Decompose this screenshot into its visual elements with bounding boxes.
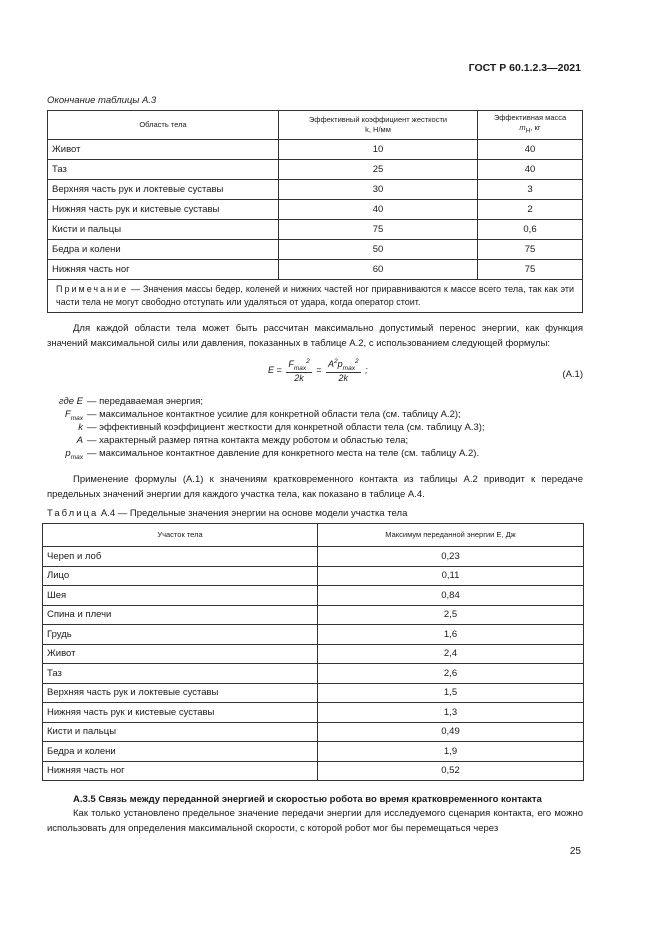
- formula-end: ;: [365, 364, 368, 375]
- table-row: [43, 664, 584, 684]
- cell-area: Кисти и пальцы: [43, 722, 318, 742]
- table-row: [48, 260, 583, 280]
- col-header-area: Область тела: [48, 111, 279, 140]
- where-desc: — максимальное контактное усилие для конкретной области тела (см. таблицу А.2);: [87, 409, 461, 420]
- section-heading: А.3.5 Связь между переданной энергией и скоростью робота во время кратковременного контакта: [73, 794, 542, 805]
- cell-e: 1,9: [318, 742, 584, 762]
- cell-e: 0,84: [318, 586, 584, 606]
- cell-area: Верхняя часть рук и локтевые суставы: [43, 683, 318, 703]
- formula-p-sup: 2: [354, 358, 359, 365]
- table-row: [48, 200, 583, 220]
- formula-eq: =: [276, 364, 282, 375]
- cell-area: Спина и плечи: [43, 605, 318, 625]
- document-id: ГОСТ Р 60.1.2.3—2021: [468, 62, 581, 74]
- formula-number: (А.1): [562, 369, 583, 380]
- cell-m: 40: [478, 160, 583, 180]
- cell-area: Таз: [48, 160, 279, 180]
- table-row: [48, 240, 583, 260]
- formula-f-sup: 2: [306, 358, 310, 365]
- table-row: [43, 683, 584, 703]
- where-item: [47, 421, 583, 434]
- cell-e: 0,23: [318, 547, 584, 567]
- paragraph-1: Для каждой области тела может быть рассчитан максимально допустимый перенос энергии, как функция значений максимальной силы или давления, показанных в таблице А.2, с использованием следующей формулы:: [47, 323, 583, 349]
- cell-m: 40: [478, 140, 583, 160]
- cell-e: 0,11: [318, 566, 584, 586]
- cell-e: 1,3: [318, 703, 584, 723]
- table-row: [43, 761, 584, 781]
- formula-p: p: [337, 359, 343, 369]
- cell-m: 75: [478, 260, 583, 280]
- cell-e: 1,6: [318, 625, 584, 645]
- table-a3-caption: Окончание таблицы А.3: [47, 95, 157, 106]
- cell-area: Нижняя часть ног: [48, 260, 279, 280]
- where-desc: — характерный размер пятна контакта между роботом и областью тела;: [87, 435, 409, 446]
- col-header-energy: Максимум переданной энергии E, Дж: [318, 524, 584, 547]
- where-symbol: $F_{max}$: [64, 409, 83, 422]
- paragraph-2: Применение формулы (А.1) к значениям кратковременного контакта из таблицы А.2 приводит к передаче предельных значений энергии для каждого участка тела, как показано в таблице А.4.: [47, 474, 583, 500]
- formula-e: E: [268, 364, 275, 375]
- col-m-symbol: m: [519, 123, 526, 133]
- table-note: [48, 280, 583, 313]
- note-text: — Значения массы бедер, коленей и нижних частей ног приравниваются к массе всего тела, так как эти части тела не могут свободно отступать или удаляться от удара, когда оператор стоит.: [56, 284, 574, 307]
- cell-k: 25: [279, 160, 478, 180]
- table-row: [48, 180, 583, 200]
- formula-eq-2: =: [316, 364, 322, 375]
- table-row: [48, 140, 583, 160]
- where-desc: — передаваемая энергия;: [87, 396, 204, 407]
- table-row: [43, 722, 584, 742]
- cell-area: Живот: [48, 140, 279, 160]
- cell-e: 1,5: [318, 683, 584, 703]
- table-header-row: [48, 111, 583, 140]
- col-header-area: Участок тела: [43, 524, 318, 547]
- cell-e: 2,5: [318, 605, 584, 625]
- cell-area: Бедра и колени: [48, 240, 279, 260]
- cell-area: Череп и лоб: [43, 547, 318, 567]
- table-row: [43, 625, 584, 645]
- cell-area: Нижняя часть ног: [43, 761, 318, 781]
- where-symbol: k: [78, 422, 83, 433]
- col-header-m: [478, 111, 583, 140]
- table-row: [43, 644, 584, 664]
- cell-area: Кисти и пальцы: [48, 220, 279, 240]
- where-desc: — максимальное контактное давление для конкретного места на теле (см. таблицу А.2).: [87, 448, 480, 459]
- table-row: [43, 547, 584, 567]
- table-row: [48, 220, 583, 240]
- cell-e: 2,6: [318, 664, 584, 684]
- section-paragraph: Как только установлено предельное значение передачи энергии для исследуемого сценария контакта, его можно использовать для определения максимальной скорости, с которой робот мог бы перемещаться через: [47, 808, 583, 834]
- table-a4-label: Таблица: [47, 508, 99, 519]
- col-k-line1: Эффективный коэффициент жесткости: [308, 115, 448, 124]
- cell-k: 40: [279, 200, 478, 220]
- formula-p-sub: max: [342, 364, 355, 372]
- page-number: 25: [569, 846, 581, 857]
- cell-area: Нижняя часть рук и кистевые суставы: [43, 703, 318, 723]
- formula-f-sub: max: [293, 364, 307, 372]
- table-a3: [47, 110, 583, 313]
- formula-frac-2: [326, 358, 361, 383]
- where-symbol: где E: [58, 396, 83, 407]
- where-item: [47, 408, 583, 421]
- cell-m: 3: [478, 180, 583, 200]
- cell-area: Шея: [43, 586, 318, 606]
- cell-k: 60: [279, 260, 478, 280]
- where-item: [47, 395, 583, 408]
- cell-k: 10: [279, 140, 478, 160]
- cell-m: 75: [478, 240, 583, 260]
- formula-a: A: [328, 359, 335, 369]
- col-k-line2: k, Н/мм: [365, 125, 391, 134]
- table-header-row: [43, 524, 584, 547]
- where-symbol: $p_{max}$: [65, 448, 83, 461]
- cell-k: 75: [279, 220, 478, 240]
- cell-area: Таз: [43, 664, 318, 684]
- cell-area: Лицо: [43, 566, 318, 586]
- cell-area: Грудь: [43, 625, 318, 645]
- table-row: [43, 586, 584, 606]
- formula-frac-1: [286, 358, 311, 383]
- where-item: [47, 447, 583, 460]
- col-m-sub: H: [525, 127, 531, 135]
- cell-k: 50: [279, 240, 478, 260]
- col-header-k: [279, 111, 478, 140]
- table-row: [43, 742, 584, 762]
- cell-m: 2: [478, 200, 583, 220]
- table-a4-caption-text: А.4 — Предельные значения энергии на основе модели участка тела: [98, 508, 408, 519]
- table-row: [43, 703, 584, 723]
- cell-area: Живот: [43, 644, 318, 664]
- table-row: [43, 566, 584, 586]
- table-row: [48, 160, 583, 180]
- formula-f: F: [288, 359, 294, 369]
- where-list: [47, 395, 583, 460]
- cell-area: Бедра и колени: [43, 742, 318, 762]
- formula-denom-1: 2k: [294, 372, 304, 383]
- cell-area: Нижняя часть рук и кистевые суставы: [48, 200, 279, 220]
- formula-a1: [0, 358, 661, 392]
- where-desc: — эффективный коэффициент жесткости для конкретной области тела (см. таблицу А.3);: [87, 422, 485, 433]
- formula-a-sup: 2: [334, 358, 338, 365]
- col-m-unit: , кг: [530, 123, 541, 133]
- table-a4-caption: [47, 508, 407, 519]
- table-row: [43, 605, 584, 625]
- formula-denom-2: 2k: [338, 372, 349, 383]
- cell-e: 2,4: [318, 644, 584, 664]
- where-symbol: A: [76, 435, 83, 446]
- note-label: Примечание: [56, 284, 129, 294]
- table-note-row: [48, 280, 583, 313]
- cell-m: 0,6: [478, 220, 583, 240]
- cell-k: 30: [279, 180, 478, 200]
- cell-area: Верхняя часть рук и локтевые суставы: [48, 180, 279, 200]
- where-item: [47, 434, 583, 447]
- table-a4: [42, 523, 584, 781]
- cell-e: 0,49: [318, 722, 584, 742]
- cell-e: 0,52: [318, 761, 584, 781]
- col-m-line1: Эффективная масса: [493, 113, 567, 123]
